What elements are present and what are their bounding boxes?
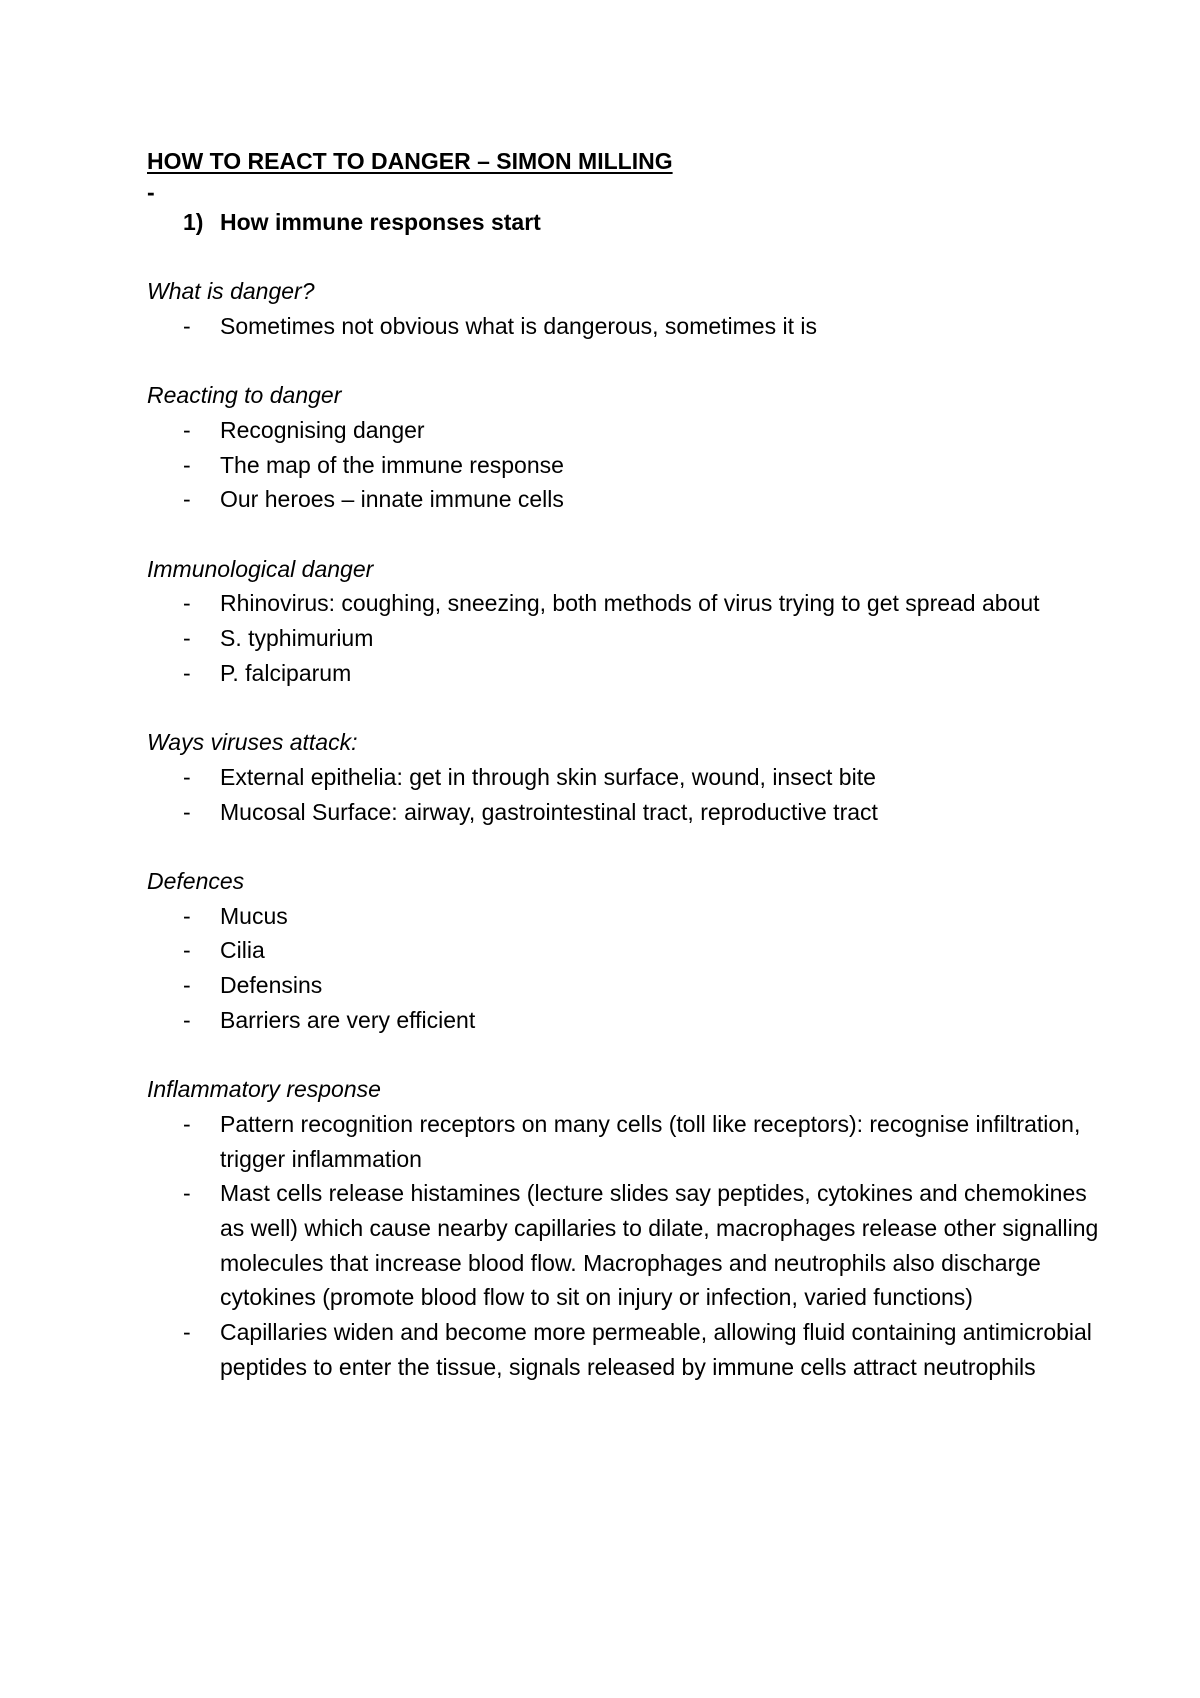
list-item (147, 1107, 1107, 1176)
dash-bullet-icon: - (183, 1006, 191, 1033)
bullet-list (147, 760, 1107, 829)
list-item-text: Our heroes – innate immune cells (220, 486, 564, 513)
list-item (147, 795, 1107, 830)
dash-bullet-icon: - (183, 972, 191, 999)
list-item (147, 760, 1107, 795)
list-item (147, 968, 1107, 1003)
list-item-text: Rhinovirus: coughing, sneezing, both methods of virus trying to get spread about (220, 590, 1040, 617)
bullet-list (147, 586, 1107, 690)
list-item (147, 1315, 1107, 1384)
bullet-list (147, 1107, 1107, 1385)
document-page (147, 144, 1107, 1385)
stray-dash: - (147, 178, 155, 205)
section-spacer (147, 1037, 1107, 1072)
list-item (147, 656, 1107, 691)
list-item-text: Capillaries widen and become more permeable, allowing fluid containing antimicrobial peptides to enter the tissue, signals released by immune cells attract neutrophils (220, 1319, 1092, 1380)
list-item-text: P. falciparum (220, 659, 352, 686)
list-item-text: Recognising danger (220, 416, 425, 443)
list-item-text: The map of the immune response (220, 451, 564, 478)
document-title: HOW TO REACT TO DANGER – SIMON MILLING (147, 148, 673, 174)
dash-bullet-icon: - (183, 590, 191, 617)
section-spacer (147, 239, 1107, 274)
section-heading: Ways viruses attack: (147, 729, 358, 756)
dash-bullet-icon: - (183, 486, 191, 513)
list-item (147, 1003, 1107, 1038)
list-item-text: Mucus (220, 902, 288, 929)
dash-bullet-icon: - (183, 659, 191, 686)
dash-bullet-icon: - (183, 416, 191, 443)
section-heading: What is danger? (147, 278, 315, 305)
section (147, 378, 1107, 517)
section (147, 274, 1107, 343)
dash-bullet-icon: - (183, 1110, 191, 1137)
list-item (147, 899, 1107, 934)
bullet-list (147, 899, 1107, 1038)
list-item (147, 621, 1107, 656)
list-item-text: Sometimes not obvious what is dangerous, sometimes it is (220, 312, 817, 339)
bullet-list (147, 413, 1107, 517)
section (147, 552, 1107, 691)
dash-bullet-icon: - (183, 763, 191, 790)
dash-bullet-icon: - (183, 798, 191, 825)
list-item (147, 586, 1107, 621)
numbered-heading-number: 1) (183, 208, 204, 235)
section (147, 864, 1107, 1038)
section-spacer (147, 343, 1107, 378)
dash-bullet-icon: - (183, 312, 191, 339)
list-item (147, 1176, 1107, 1315)
list-item (147, 413, 1107, 448)
dash-bullet-icon: - (183, 902, 191, 929)
section-heading: Inflammatory response (147, 1076, 381, 1103)
list-item (147, 448, 1107, 483)
section-heading: Immunological danger (147, 555, 374, 582)
dash-bullet-icon: - (183, 1180, 191, 1207)
list-item-text: Mast cells release histamines (lecture slides say peptides, cytokines and chemokines as well) which cause nearby capillaries to dilate, macrophages release other signalling molecules that increase blood flow. Macrophages and neutrophils also discharge cytokines (promote blood flow to sit on injury or infection, varied functions) (220, 1180, 1099, 1311)
list-item-text: Defensins (220, 972, 323, 999)
sections-container (147, 239, 1107, 1384)
list-item-text: Barriers are very efficient (220, 1006, 476, 1033)
dash-bullet-icon: - (183, 937, 191, 964)
section (147, 725, 1107, 829)
section (147, 1072, 1107, 1384)
section-heading: Reacting to danger (147, 382, 342, 409)
numbered-heading-text: How immune responses start (220, 208, 541, 235)
list-item (147, 933, 1107, 968)
list-item (147, 309, 1107, 344)
dash-bullet-icon: - (183, 1319, 191, 1346)
list-item-text: Pattern recognition receptors on many cells (toll like receptors): recognise infiltration, trigger inflammation (220, 1110, 1081, 1172)
bullet-list (147, 309, 1107, 344)
section-spacer (147, 829, 1107, 864)
list-item-text: Cilia (220, 937, 265, 964)
dash-bullet-icon: - (183, 451, 191, 478)
section-spacer (147, 517, 1107, 552)
list-item-text: External epithelia: get in through skin surface, wound, insect bite (220, 763, 876, 790)
list-item-text: Mucosal Surface: airway, gastrointestinal tract, reproductive tract (220, 798, 878, 825)
dash-bullet-icon: - (183, 625, 191, 652)
numbered-heading (183, 205, 1107, 240)
section-heading: Defences (147, 867, 245, 894)
list-item (147, 482, 1107, 517)
section-spacer (147, 690, 1107, 725)
list-item-text: S. typhimurium (220, 625, 374, 652)
